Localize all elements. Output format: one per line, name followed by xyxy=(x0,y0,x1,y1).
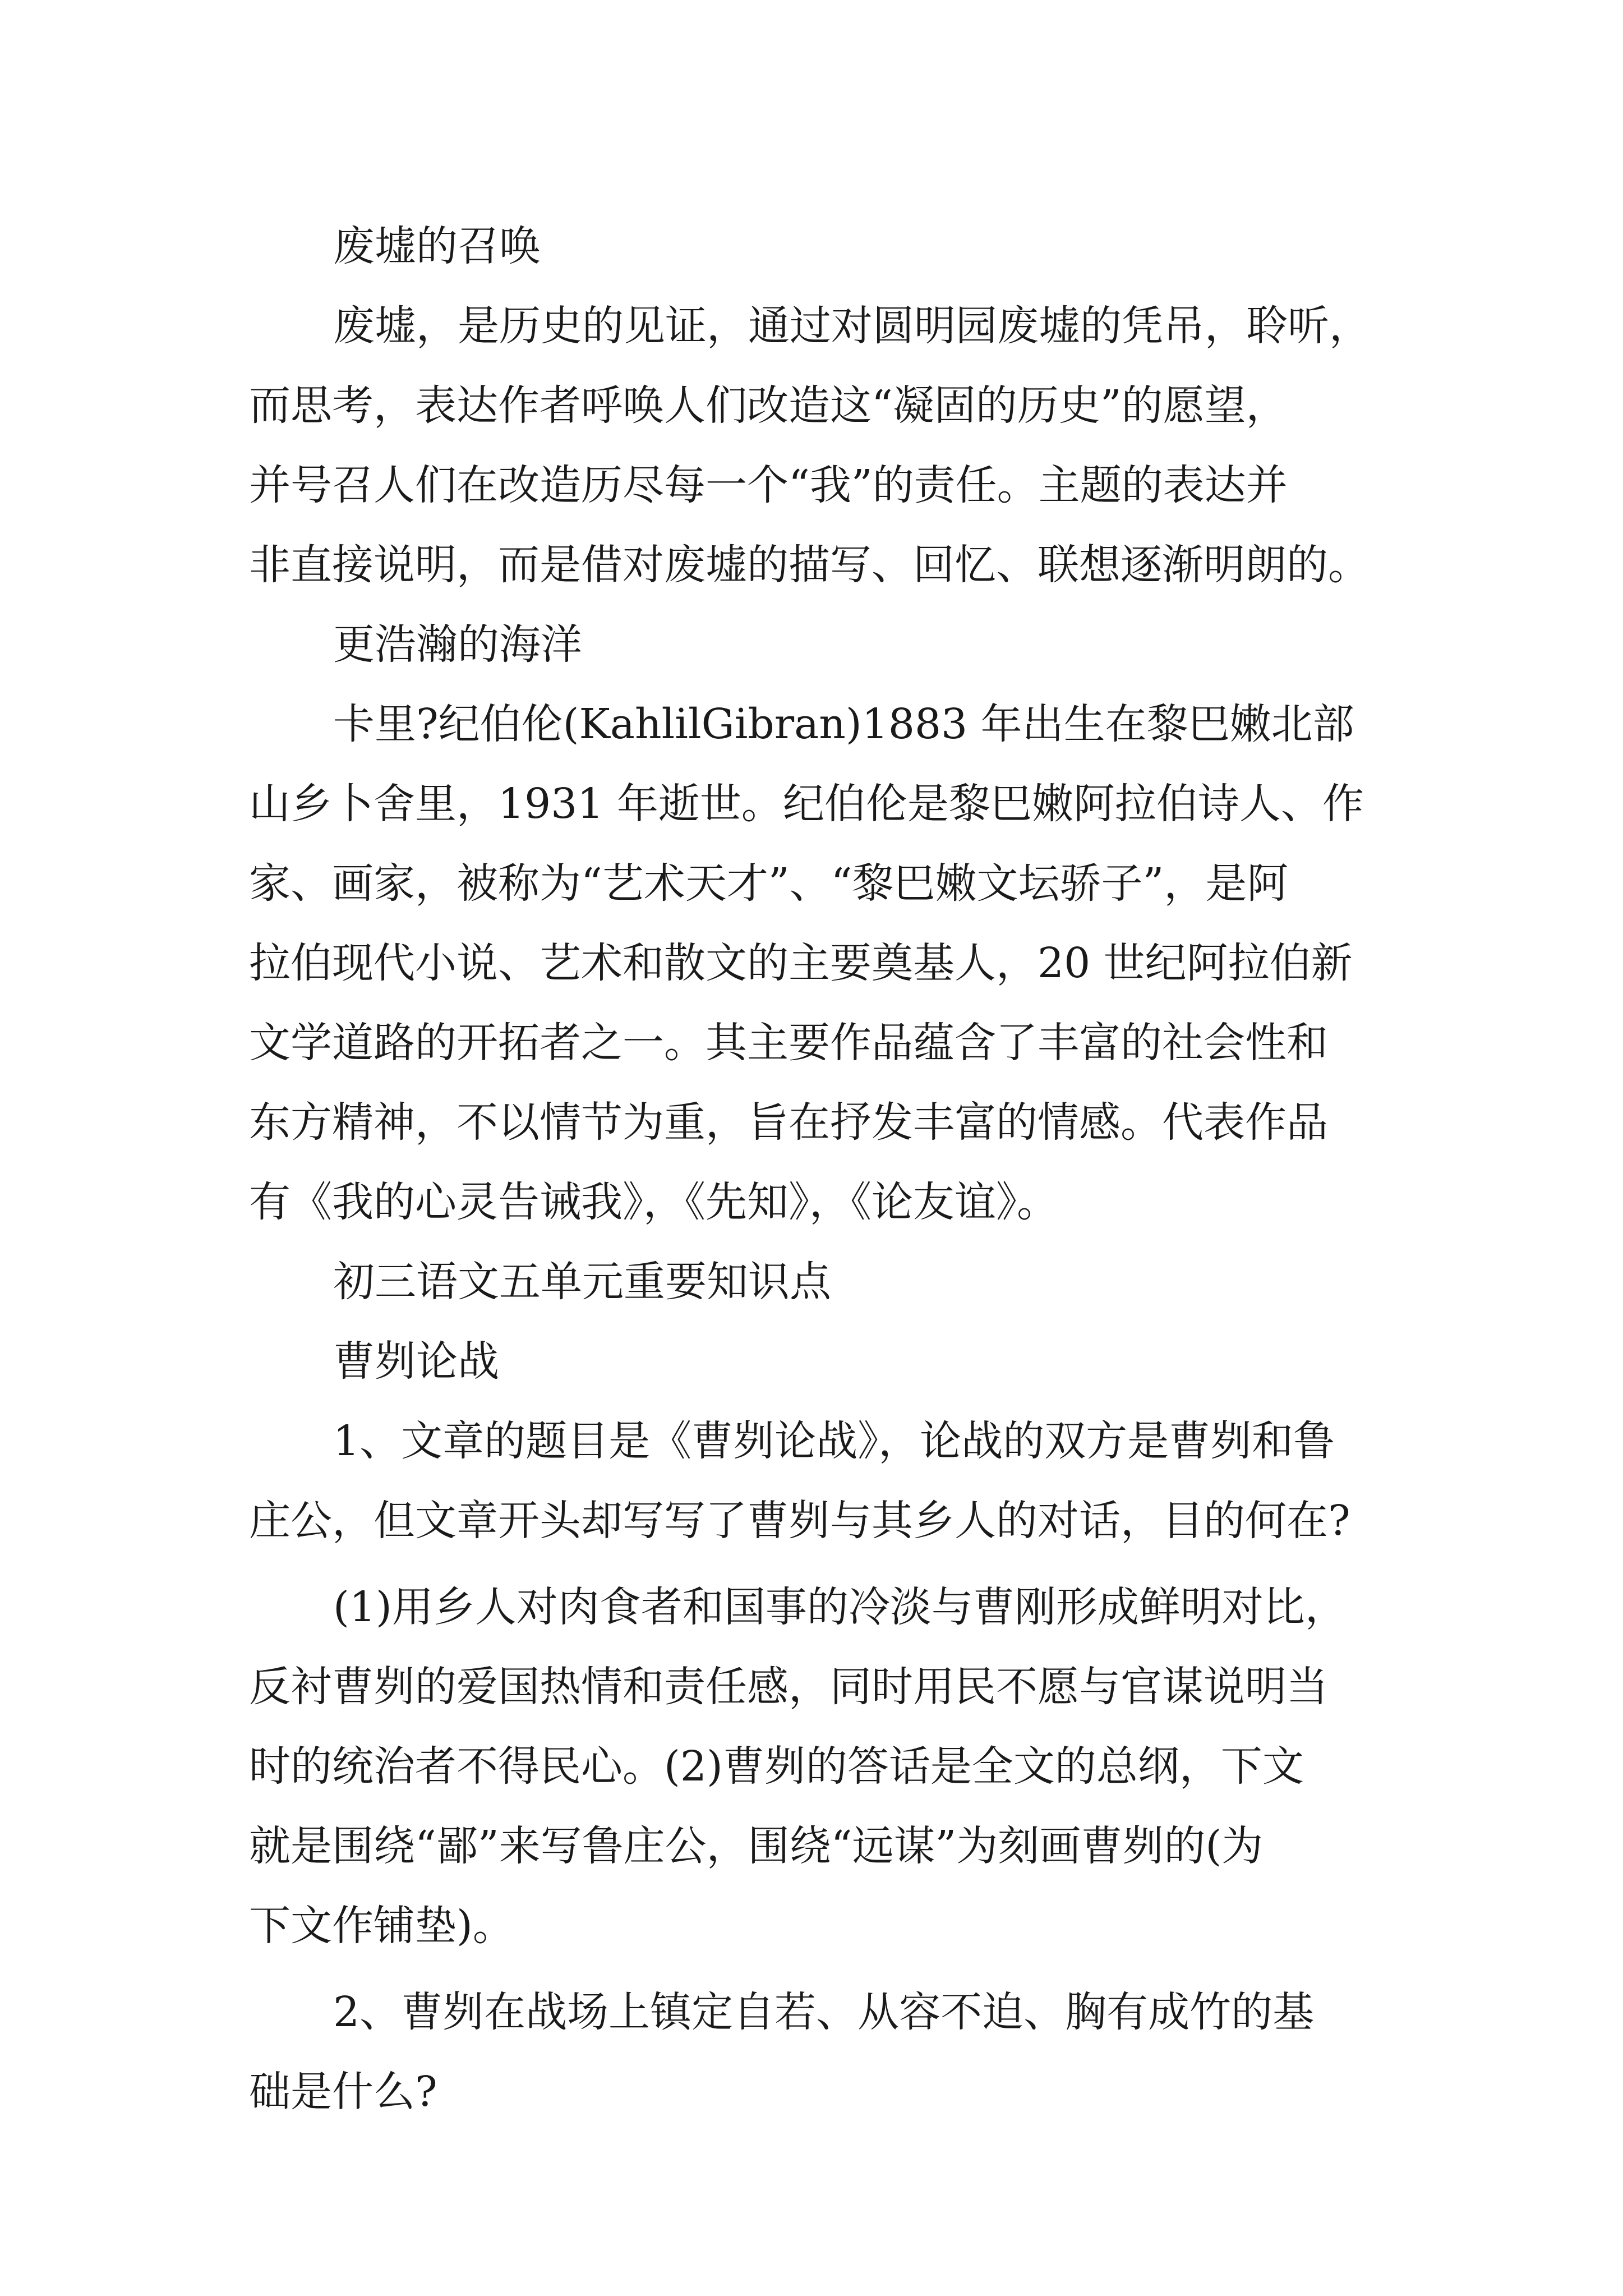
paragraph-line: 家、画家，被称为“艺术天才”、“黎巴嫩文坛骄子”，是阿 xyxy=(249,859,1289,908)
paragraph-line: 东方精神，不以情节为重，旨在抒发丰富的情感。代表作品 xyxy=(249,1098,1328,1147)
paragraph-line: 山乡卜舍里，1931 年逝世。纪伯伦是黎巴嫩阿拉伯诗人、作 xyxy=(249,780,1364,828)
heading-ruins-call: 废墟的召唤 xyxy=(333,222,541,270)
answer-line: 下文作铺垫)。 xyxy=(249,1902,514,1950)
paragraph-line: 有《我的心灵告诫我》，《先知》，《论友谊》。 xyxy=(249,1178,1058,1226)
question-one-line: 庄公，但文章开头却写写了曹刿与其乡人的对话，目的何在? xyxy=(249,1497,1350,1545)
paragraph-line: 文学道路的开拓者之一。其主要作品蕴含了丰富的社会性和 xyxy=(249,1019,1328,1067)
paragraph-line: 非直接说明，而是借对废墟的描写、回忆、联想逐渐明朗的。 xyxy=(249,541,1370,589)
answer-line: 时的统治者不得民心。(2)曹刿的答话是全文的总纲，下文 xyxy=(249,1742,1304,1791)
paragraph-line: 拉伯现代小说、艺术和散文的主要奠基人，20 世纪阿拉伯新 xyxy=(249,939,1353,987)
heading-vast-ocean: 更浩瀚的海洋 xyxy=(333,620,582,669)
paragraph-line: 废墟，是历史的见证，通过对圆明园废墟的凭吊，聆听， xyxy=(333,302,1371,350)
paragraph-line: 卡里?纪伯伦(KahlilGibran)1883 年出生在黎巴嫩北部 xyxy=(333,700,1354,748)
answer-line: 就是围绕“鄙”来写鲁庄公，围绕“远谋”为刻画曹刿的(为 xyxy=(249,1822,1264,1870)
heading-unit-five-points: 初三语文五单元重要知识点 xyxy=(333,1258,831,1306)
paragraph-line: 并号召人们在改造历尽每一个“我”的责任。主题的表达并 xyxy=(249,461,1288,509)
question-two-line: 础是什么? xyxy=(249,2068,437,2116)
heading-cao-gui: 曹刿论战 xyxy=(333,1337,499,1386)
question-two-line: 2、曹刿在战场上镇定自若、从容不迫、胸有成竹的基 xyxy=(333,1988,1315,2036)
document-body xyxy=(249,206,1387,2132)
answer-line: (1)用乡人对肉食者和国事的冷淡与曹刚形成鲜明对比， xyxy=(333,1583,1347,1631)
question-one-line: 1、文章的题目是《曹刿论战》，论战的双方是曹刿和鲁 xyxy=(333,1417,1335,1465)
answer-line: 反衬曹刿的爱国热情和责任感，同时用民不愿与官谋说明当 xyxy=(249,1663,1328,1711)
paragraph-line: 而思考，表达作者呼唤人们改造这“凝固的历史”的愿望， xyxy=(249,381,1288,430)
